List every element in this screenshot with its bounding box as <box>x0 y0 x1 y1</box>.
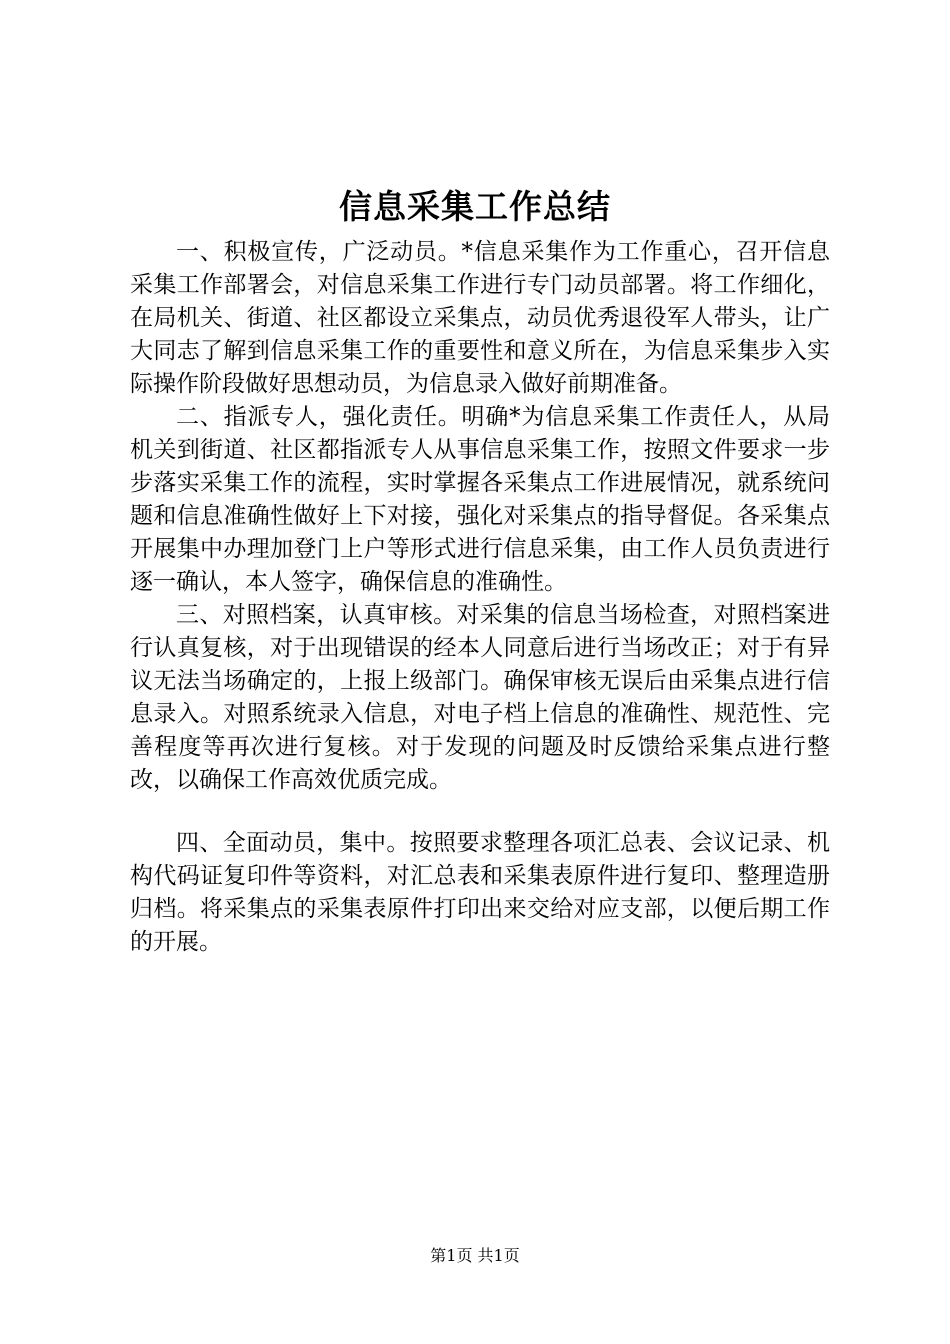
page-number-footer: 第1页 共1页 <box>430 1246 520 1265</box>
document-title: 信息采集工作总结 <box>339 187 611 226</box>
paragraph-4: 四、全面动员，集中。按照要求整理各项汇总表、会议记录、机构代码证复印件等资料，对汇总表和采集表原件进行复印、整理造册归档。将采集点的采集表原件打印出来交给对应支部，以便后期工作的开展。 <box>130 830 830 955</box>
paragraph-1: 一、积极宣传，广泛动员。*信息采集作为工作重心，召开信息采集工作部署会，对信息采集工作进行专门动员部署。将工作细化，在局机关、街道、社区都设立采集点，动员优秀退役军人带头，让广大同志了解到信息采集工作的重要性和意义所在，为信息采集步入实际操作阶段做好思想动员，为信息录入做好前期准备。 <box>130 239 830 397</box>
document-body <box>130 236 830 959</box>
paragraph-2: 二、指派专人，强化责任。明确*为信息采集工作责任人，从局机关到街道、社区都指派专人从事信息采集工作，按照文件要求一步步落实采集工作的流程，实时掌握各采集点工作进展情况，就系统问题和信息准确性做好上下对接，强化对采集点的指导督促。各采集点开展集中办理加登门上户等形式进行信息采集，由工作人员负责进行逐一确认，本人签字，确保信息的准确性。 <box>130 404 830 595</box>
paragraph-3: 三、对照档案，认真审核。对采集的信息当场检查，对照档案进行认真复核，对于出现错误的经本人同意后进行当场改正；对于有异议无法当场确定的，上报上级部门。确保审核无误后由采集点进行信息录入。对照系统录入信息，对电子档上信息的准确性、规范性、完善程度等再次进行复核。对于发现的问题及时反馈给采集点进行整改，以确保工作高效优质完成。 <box>130 602 830 793</box>
